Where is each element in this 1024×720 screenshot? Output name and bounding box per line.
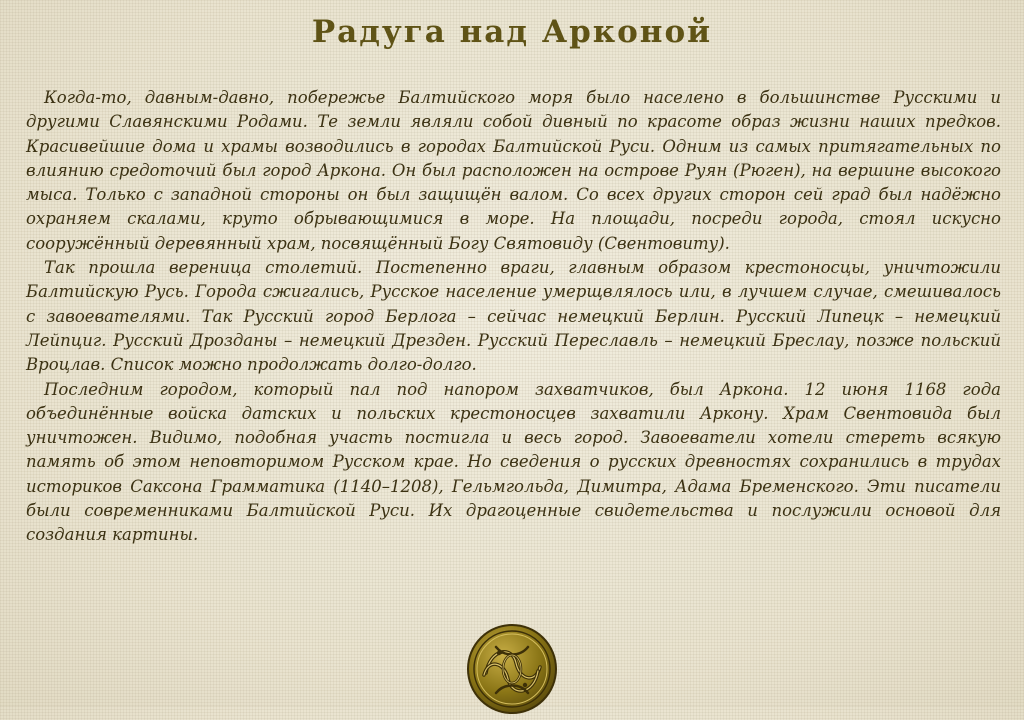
article-body — [26, 86, 1001, 548]
page-title: Радуга над Арконой — [311, 14, 713, 50]
paragraph-1: Когда-то, давным-давно, побережье Балтийского моря было населено в большинстве Русскими и другими Славянскими Родами. Те земли являли собой дивный по красоте образ жизни наших предков. Красивейшие дома и храмы возводились в городах Балтийской Руси. Одним из самых притягательных по влиянию средоточий был город Аркона. Он был расположен на острове Руян (Рюген), на вершине высокого мыса. Только с западной стороны он был защищён валом. Со всех других сторон сей град был надёжно охраняем скалами, круто обрывающимися в море. На площади, посреди города, стоял искусно сооружённый деревянный храм, посвящённый Богу Святовиду (Свентовиту). — [26, 88, 1001, 253]
paragraph-3: Последним городом, который пал под напором захватчиков, был Аркона. 12 июня 1168 года объединённые войска датских и польских крестоносцев захватили Аркону. Храм Свентовида был уничтожен. Видимо, подобная участь постигла и весь город. Завоеватели хотели стереть всякую память об этом неповторимом Русском крае. Но сведения о русских древностях сохранились в трудах историков Саксона Грамматика (1140–1208), Гельмгольда, Димитра, Адама Бременского. Эти писатели были современниками Балтийской Руси. Их драгоценные свидетельства и послужили основой для создания картины. — [26, 379, 1001, 545]
paragraph-2: Так прошла вереница столетий. Постепенно враги, главным образом крестоносцы, уничтожили Балтийскую Русь. Города сжигались, Русское население умерщвлялось или, в лучшем случае, смешивалось с завоевателями. Так Русский город Берлога – сейчас немецкий Берлин. Русский Липецк – немецкий Лейпциг. Русский Дрозданы – немецкий Дрезден. Русский Переславль – немецкий Бреслау, позже польский Вроцлав. Список можно продолжать долго-долго. — [26, 258, 1001, 375]
celtic-knot-medallion-icon — [466, 623, 558, 715]
